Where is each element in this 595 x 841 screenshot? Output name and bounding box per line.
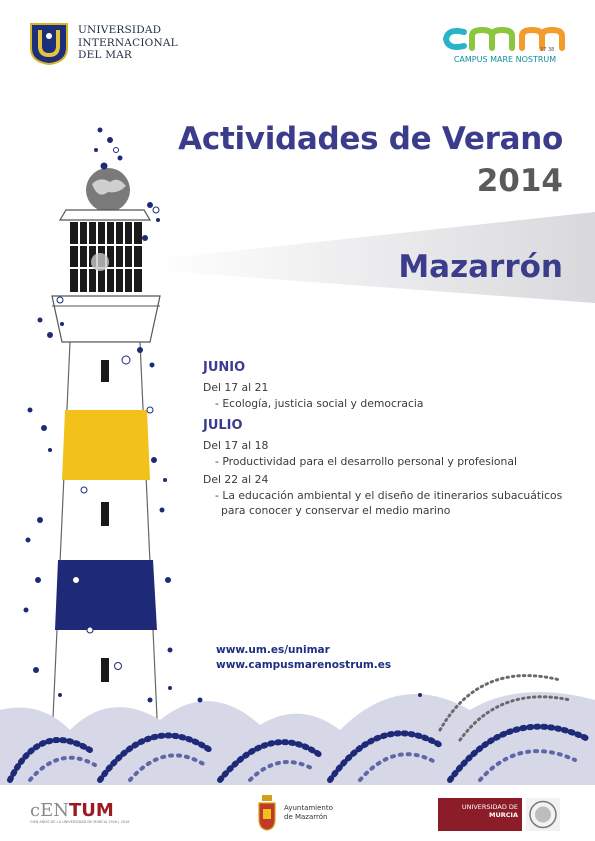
junio-date: Del 17 al 21 — [203, 381, 269, 394]
unimar-line-2: INTERNACIONAL — [78, 36, 178, 49]
unimar-name — [78, 24, 178, 62]
link-campus-mare-nostrum[interactable]: www.campusmarenostrum.es — [216, 659, 392, 671]
um-line-2: MURCIA — [489, 811, 518, 819]
julio-date-1: Del 17 al 18 — [203, 439, 269, 452]
unimar-line-1: UNIVERSIDAD — [78, 24, 162, 36]
cmn-numbers: 37 38 — [540, 47, 555, 52]
link-unimar[interactable]: www.um.es/unimar — [216, 644, 330, 656]
mazarron-coat-of-arms-icon — [257, 795, 277, 831]
centum-um: TUM — [68, 800, 114, 821]
ayto-line-2: de Mazarrón — [284, 813, 328, 821]
ayuntamiento-label — [284, 804, 333, 822]
julio-date-2: Del 22 al 24 — [203, 473, 269, 486]
cmn-name: CAMPUS MARE NOSTRUM — [453, 55, 557, 64]
campus-mare-nostrum-logo — [442, 26, 566, 52]
centum-prefix: cEN — [30, 800, 69, 821]
julio-activity-2-line-2: para conocer y conservar el medio marino — [221, 504, 451, 517]
julio-activity-2-line-1: - La educación ambiental y el diseño de itinerarios subacuáticos — [215, 489, 563, 502]
um-seal-icon — [526, 798, 560, 831]
julio-activity-1: - Productividad para el desarrollo personal y profesional — [215, 455, 518, 468]
page-title: Actividades de Verano — [178, 121, 563, 157]
universidad-murcia-label — [444, 803, 518, 819]
location-title: Mazarrón — [398, 249, 563, 285]
centum-logo — [30, 800, 114, 821]
um-line-1: UNIVERSIDAD DE — [461, 803, 518, 811]
month-junio: JUNIO — [203, 360, 246, 375]
junio-activity: - Ecología, justicia social y democracia — [215, 397, 424, 410]
unimar-line-3: DEL MAR — [78, 49, 133, 61]
ayto-line-1: Ayuntamiento — [284, 804, 333, 812]
centum-caption: CIEN AÑOS DE LA UNIVERSIDAD DE MURCIA 1916 | 2016 — [30, 820, 130, 824]
unimar-logo — [29, 22, 69, 66]
year: 2014 — [476, 163, 563, 199]
month-julio: JULIO — [203, 418, 243, 433]
